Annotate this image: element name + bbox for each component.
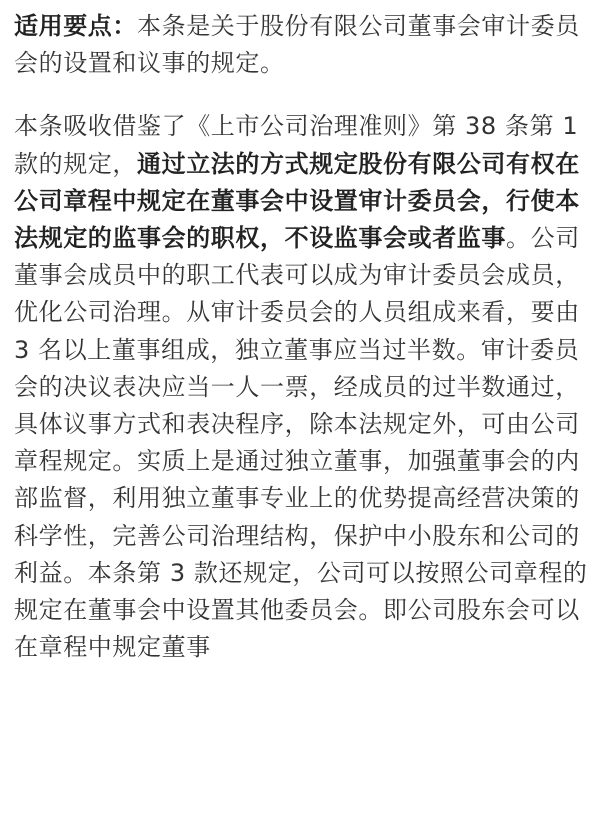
paragraph-explanation (14, 108, 588, 666)
explanation-bold-text: 通过立法的方式规定股份有限公司有权在公司章程中规定在董事会中设置审计委员会，行使本法规定的监事会的职权，不设监事会或者监事 (14, 149, 580, 253)
applicable-points-label: 适用要点： (14, 12, 137, 40)
document-body (14, 8, 588, 666)
explanation-rest: 。公司董事会成员中的职工代表可以成为审计委员会成员，优化公司治理。从审计委员会的人员组成来看，要由 3 名以上董事组成，独立董事应当过半数。审计委员会的决议表决应当一人一票，经成员的过半数通过，具体议事方式和表决程序，除本法规定外，可由公司章程规定。实质上是通过独立董事，加强董事会的内部监督，利用独立董事专业上的优势提高经营决策的科学性，完善公司治理结构，保护中小股东和公司的利益。本条第 3 款还规定，公司可以按照公司章程的规定在董事会中设置其他委员会。即公司股东会可以在章程中规定董事 (14, 224, 588, 662)
paragraph-applicable-points (14, 8, 588, 82)
applicable-points-text: 本条是关于股份有限公司董事会审计委员会的设置和议事的规定。 (14, 12, 580, 78)
explanation-intro: 本条吸收借鉴了《上市公司治理准则》第 38 条第 1 款的规定， (14, 112, 579, 178)
